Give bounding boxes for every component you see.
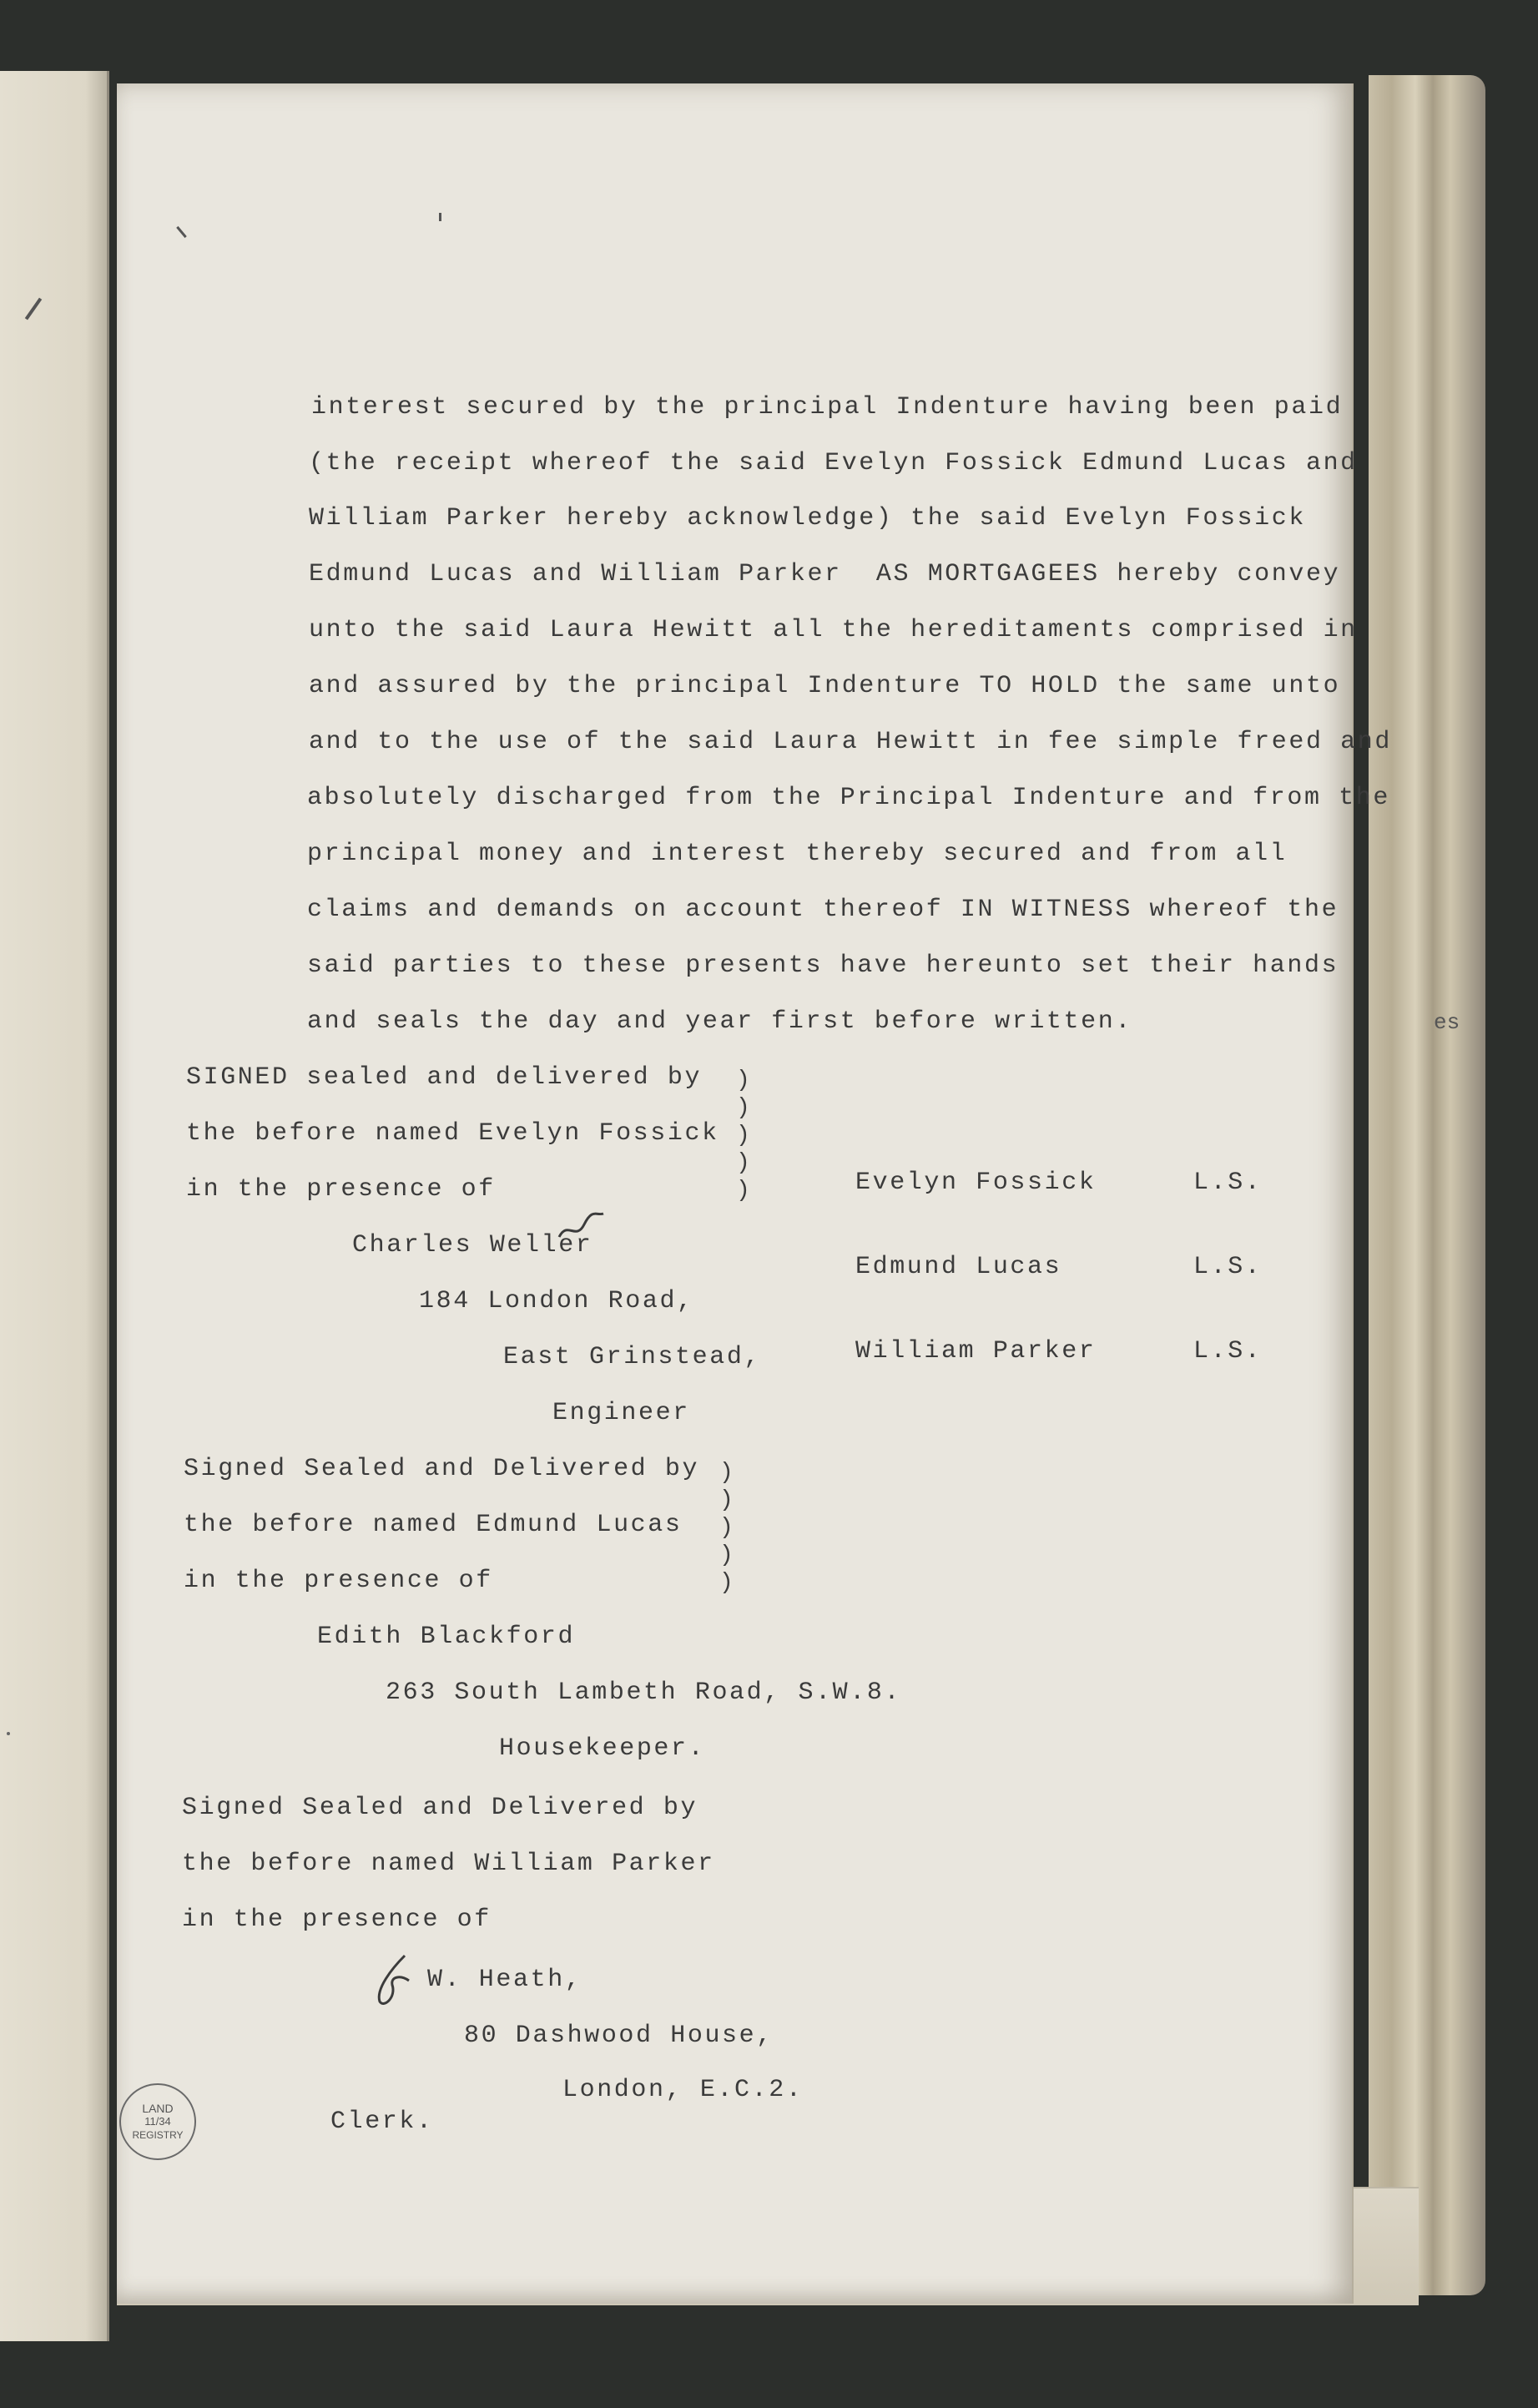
stamp-text: LAND <box>142 2102 174 2115</box>
witness-name: Edith Blackford <box>317 1623 576 1651</box>
paragraph-line: interest secured by the principal Indenture having been paid <box>311 393 1344 422</box>
land-registry-stamp <box>119 2083 196 2160</box>
attestation-line: the before named Edmund Lucas <box>184 1511 683 1539</box>
attestation-line: in the presence of <box>186 1175 496 1204</box>
witness-address: 184 London Road, <box>419 1287 694 1315</box>
paragraph-line: and seals the day and year first before written. <box>307 1007 1132 1036</box>
paragraph-line: Edmund Lucas and William Parker AS MORTGAGEES hereby convey <box>309 560 1341 588</box>
pencil-mark <box>25 298 42 321</box>
attestation-line: the before named Evelyn Fossick <box>186 1119 719 1148</box>
attestation-line: SIGNED sealed and delivered by <box>186 1063 703 1092</box>
signatory-name: Evelyn Fossick <box>855 1169 1097 1197</box>
bracket-mark: ) ) ) ) ) <box>719 1460 734 1596</box>
paragraph-line: claims and demands on account thereof IN WITNESS whereof the <box>307 896 1339 924</box>
pen-tick <box>439 213 441 221</box>
signatory-name: Edmund Lucas <box>855 1253 1062 1281</box>
stamp-text: 11/34 <box>144 2115 171 2128</box>
witness-address: 263 South Lambeth Road, S.W.8. <box>386 1679 902 1707</box>
paragraph-line: William Parker hereby acknowledge) the said Evelyn Fossick <box>309 504 1306 533</box>
seal-mark: L.S. <box>1193 1337 1263 1366</box>
signature-flourish <box>555 1212 605 1245</box>
edge-text: es <box>1434 1010 1460 1035</box>
witness-address: 80 Dashwood House, <box>464 2022 774 2050</box>
attestation-line: in the presence of <box>184 1567 493 1595</box>
paragraph-line: unto the said Laura Hewitt all the hereditaments comprised in <box>309 616 1358 644</box>
witness-address: East Grinstead, <box>503 1343 762 1371</box>
attestation-line: the before named William Parker <box>182 1850 715 1878</box>
paragraph-line: (the receipt whereof the said Evelyn Fossick Edmund Lucas and <box>309 449 1358 477</box>
witness-name: W. Heath, <box>427 1966 582 1994</box>
attestation-line: Signed Sealed and Delivered by <box>182 1794 698 1822</box>
paragraph-line: and to the use of the said Laura Hewitt in fee simple freed and <box>309 728 1392 756</box>
signatory-name: William Parker <box>855 1337 1097 1366</box>
left-page <box>0 71 109 2341</box>
stamp-text: REGISTRY <box>132 2129 184 2141</box>
attestation-line: Signed Sealed and Delivered by <box>184 1455 700 1483</box>
handwritten-initial <box>367 1951 417 2010</box>
witness-occupation: Housekeeper. <box>499 1734 706 1763</box>
paragraph-line: and assured by the principal Indenture TO HOLD the same unto <box>309 672 1341 700</box>
paragraph-line: absolutely discharged from the Principal Indenture and from the <box>307 784 1390 812</box>
book-edge <box>1369 75 1485 2295</box>
paragraph-line: said parties to these presents have hereunto set their hands <box>307 952 1339 980</box>
seal-mark: L.S. <box>1193 1253 1263 1281</box>
bracket-mark: ) ) ) ) ) <box>736 1068 750 1204</box>
witness-address: London, E.C.2. <box>562 2076 804 2104</box>
seal-mark: L.S. <box>1193 1169 1263 1197</box>
witness-occupation: Clerk. <box>330 2108 434 2136</box>
witness-name: Charles Weller <box>352 1231 593 1260</box>
witness-occupation: Engineer <box>552 1399 690 1427</box>
ink-dot <box>7 1732 10 1735</box>
attestation-line: in the presence of <box>182 1906 492 1934</box>
paragraph-line: principal money and interest thereby secured and from all <box>307 840 1288 868</box>
